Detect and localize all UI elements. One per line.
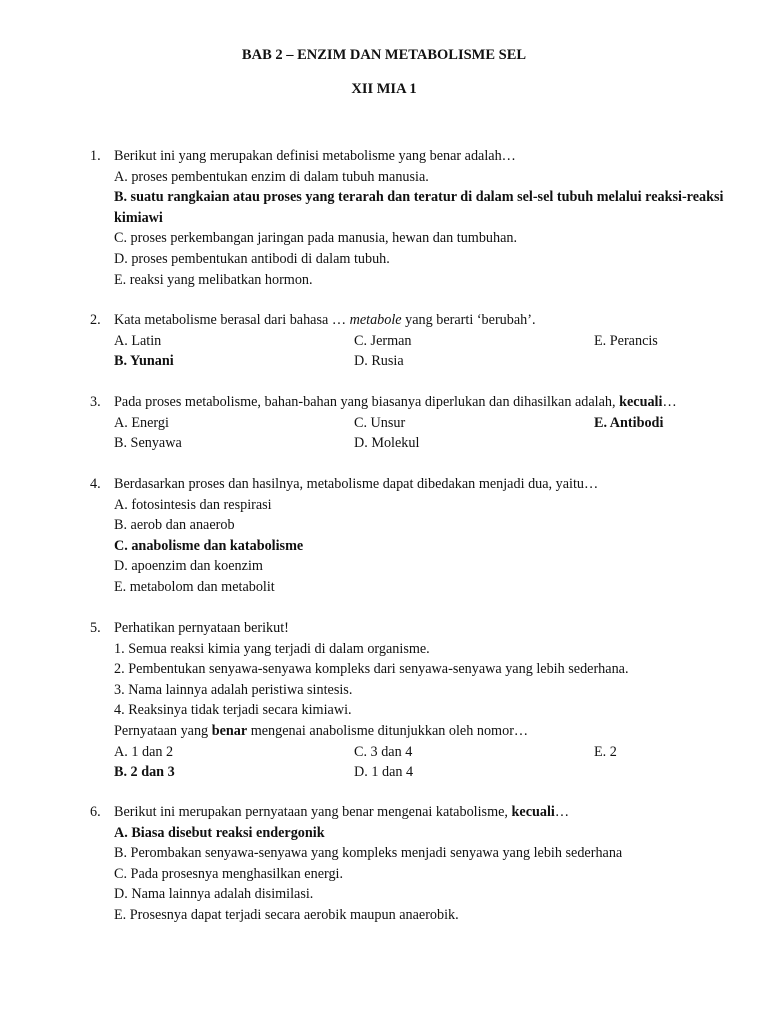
stem-emphasis: kecuali — [619, 394, 663, 410]
prompt-text: mengenai anabolisme ditunjukkan oleh nomor… — [247, 722, 529, 739]
question-1 — [90, 146, 730, 290]
option-a: A. proses pembentukan enzim di dalam tubuh manusia. — [114, 168, 429, 185]
stem-text: Berikut ini merupakan pernyataan yang benar mengenai katabolisme, — [114, 804, 512, 820]
page-title: BAB 2 – ENZIM DAN METABOLISME SEL — [241, 47, 527, 63]
option-c-correct: C. anabolisme dan katabolisme — [114, 537, 304, 554]
option-e: E. metabolom dan metabolit — [114, 578, 275, 595]
statement-3: 3. Nama lainnya adalah peristiwa sintesis. — [114, 681, 353, 698]
option-b: B. Perombakan senyawa-senyawa yang kompleks menjadi senyawa yang lebih sederhana — [114, 845, 623, 862]
option-d: D. 1 dan 4 — [354, 764, 414, 781]
question-3 — [90, 392, 730, 454]
option-e: E. 2 — [594, 743, 617, 760]
option-c: C. Jerman — [354, 332, 412, 349]
option-e: E. Perancis — [594, 332, 658, 349]
question-number: 5. — [90, 620, 101, 636]
question-stem: Berdasarkan proses dan hasilnya, metabolisme dapat dibedakan menjadi dua, yaitu… — [114, 476, 599, 492]
option-b: B. Senyawa — [114, 435, 182, 452]
statement-2: 2. Pembentukan senyawa-senyawa kompleks dari senyawa-senyawa yang lebih sederhana. — [114, 661, 629, 678]
option-d: D. Molekul — [354, 435, 420, 452]
class-label: XII MIA 1 — [351, 81, 417, 97]
question-number: 1. — [90, 148, 101, 164]
option-c: C. Unsur — [354, 414, 406, 431]
question-stem — [114, 802, 730, 823]
option-a: A. 1 dan 2 — [114, 743, 174, 760]
question-5 — [90, 618, 730, 783]
option-d: D. proses pembentukan antibodi di dalam tubuh. — [114, 250, 390, 267]
question-4 — [90, 474, 730, 598]
option-d: D. apoenzim dan koenzim — [114, 558, 263, 575]
option-c: C. 3 dan 4 — [354, 743, 413, 760]
prompt-emphasis: benar — [211, 722, 248, 739]
stem-text: yang berarti ‘berubah’. — [401, 312, 536, 328]
option-e-correct: E. Antibodi — [594, 414, 664, 431]
stem-text: Pada proses metabolisme, bahan-bahan yang biasanya diperlukan dan dihasilkan adalah, — [114, 394, 620, 410]
question-number: 6. — [90, 804, 101, 820]
option-a: A. Energi — [114, 414, 169, 431]
question-number: 2. — [90, 312, 101, 328]
option-b-correct: B. Yunani — [114, 353, 174, 370]
stem-emphasis: kecuali — [511, 804, 555, 820]
question-2 — [90, 310, 730, 372]
stem-text: … — [662, 394, 677, 410]
option-a-correct: A. Biasa disebut reaksi endergonik — [114, 824, 325, 841]
stem-text: Kata metabolisme berasal dari bahasa … — [114, 312, 350, 328]
question-stem: Perhatikan pernyataan berikut! — [114, 620, 289, 636]
statement-1: 1. Semua reaksi kimia yang terjadi di dalam organisme. — [114, 640, 430, 657]
stem-emphasis: metabole — [349, 312, 402, 328]
option-b-correct: B. suatu rangkaian atau proses yang terarah dan teratur di dalam sel-sel tubuh melalui reaksi-reaksi kimiawi — [114, 189, 724, 226]
option-a: A. Latin — [114, 332, 162, 349]
option-d: D. Rusia — [354, 353, 404, 370]
option-a: A. fotosintesis dan respirasi — [114, 496, 272, 513]
question-prompt — [114, 721, 730, 742]
option-e: E. reaksi yang melibatkan hormon. — [114, 271, 313, 288]
question-6 — [90, 802, 730, 926]
option-c: C. proses perkembangan jaringan pada manusia, hewan dan tumbuhan. — [114, 230, 518, 247]
option-d: D. Nama lainnya adalah disimilasi. — [114, 886, 314, 903]
question-number: 3. — [90, 394, 101, 410]
question-stem — [114, 392, 730, 413]
option-e: E. Prosesnya dapat terjadi secara aerobik maupun anaerobik. — [114, 906, 459, 923]
question-number: 4. — [90, 476, 101, 492]
option-b: B. aerob dan anaerob — [114, 517, 235, 534]
stem-text: … — [554, 804, 570, 820]
option-b-correct: B. 2 dan 3 — [114, 764, 175, 781]
option-c: C. Pada prosesnya menghasilkan energi. — [114, 865, 344, 882]
prompt-text: Pernyataan yang — [114, 722, 212, 739]
question-stem — [114, 310, 730, 331]
question-stem: Berikut ini yang merupakan definisi metabolisme yang benar adalah… — [114, 148, 516, 164]
statement-4: 4. Reaksinya tidak terjadi secara kimiawi. — [114, 702, 352, 719]
